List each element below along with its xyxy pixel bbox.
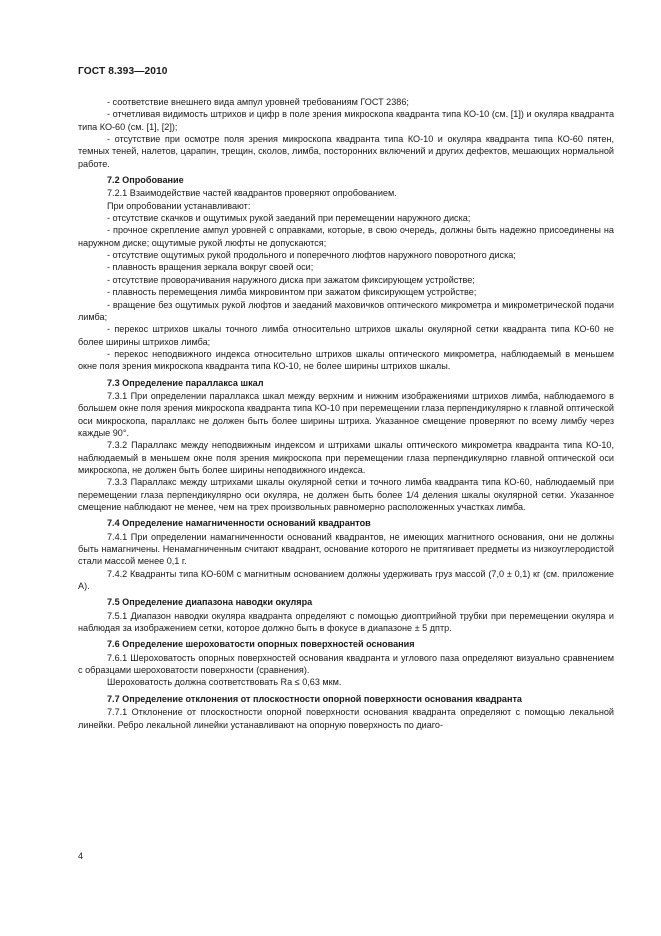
- section-heading: 7.2 Опробование: [107, 175, 184, 186]
- document-body: [78, 96, 614, 731]
- paragraph: 7.4.1 При определении намагниченности оснований квадрантов, не имеющих магнитного основания, они не должны быть намагничены. Ненамагниченным считают квадрант, основание которого не притягивает предметы из низкоуглеродистой стали массой менее 0,1 г.: [78, 531, 614, 567]
- paragraph: - соответствие внешнего вида ампул уровней требованиям ГОСТ 2386;: [107, 97, 409, 107]
- paragraph: - отсутствие ощутимых рукой продольного и поперечного люфтов наружного поворотного диска;: [107, 250, 516, 261]
- section-heading: 7.7 Определение отклонения от плоскостности опорной поверхности основания квадранта: [107, 693, 522, 704]
- paragraph: - плавность вращения зеркала вокруг своей оси;: [107, 262, 314, 273]
- paragraph: 7.4.2 Квадранты типа КО-60М с магнитным основанием должны удерживать груз массой (7,0 ± 0,1) кг (см. приложение А).: [78, 568, 614, 592]
- paragraph: - перекос неподвижного индекса относительно штрихов шкалы оптического микрометра, наблюдаемый в меньшем окне поля зрения микроскопа квадранта типа КО-10, не более ширины штрихов шкалы.: [78, 348, 614, 372]
- paragraph: - плавность перемещения лимба микровинтом при зажатом фиксирующем устройстве;: [107, 287, 477, 298]
- paragraph: - отсутствие скачков и ощутимых рукой заеданий при перемещении наружного диска;: [107, 213, 471, 224]
- section-heading: 7.3 Определение параллакса шкал: [107, 377, 264, 388]
- paragraph: - отсутствие при осмотре поля зрения микроскопа квадранта типа КО-10 и окуляра квадранта типа КО-60 пятен, темных теней, налетов, царапин, трещин, сколов, лимба, посторонних включений и других дефектов, мешающих нормальной работе.: [78, 134, 614, 169]
- section-heading: 7.4 Определение намагниченности оснований квадрантов: [107, 518, 371, 529]
- paragraph: 7.3.2 Параллакс между неподвижным индексом и штрихами шкалы оптического микрометра квадранта типа КО-10, наблюдаемый в меньшем окне поля зрения микроскопа при перемещении глаза перпендикулярно главной оптической оси микроскопа, не должен быть более ширины неподвижного индекса.: [78, 440, 614, 475]
- document-header: ГОСТ 8.393—2010: [78, 66, 168, 77]
- paragraph: 7.7.1 Отклонение от плоскостности опорной поверхности основания квадранта определяют с помощью лекальной линейки. Ребро лекальной линейки устанавливают на опорную поверхность по диаго-: [78, 707, 614, 730]
- paragraph: - вращение без ощутимых рукой люфтов и заеданий маховичков оптического микрометра и микрометрической подачи лимба;: [78, 299, 614, 322]
- paragraph: 7.5.1 Диапазон наводки окуляра квадранта определяют с помощью диоптрийной трубки при перемещении окуляра и наблюдая за изображением сетки, которое должно быть в фокусе в диапазоне ± 5 дптр.: [78, 610, 614, 634]
- page-number: 4: [78, 851, 84, 861]
- paragraph: При опробовании устанавливают:: [107, 200, 251, 211]
- paragraph: - отчетливая видимость штрихов и цифр в поле зрения микроскопа квадранта типа КО-10 (см. [1]) и окуляра квадранта типа КО-60 (см. [1], [2]);: [78, 109, 614, 132]
- paragraph: - перекос штрихов шкалы точного лимба относительно штрихов шкалы окулярной сетки квадранта типа КО-60 не более ширины штрихов лимба;: [78, 324, 614, 347]
- paragraph: 7.3.1 При определении параллакса шкал между верхним и нижним изображениями штрихов лимба, наблюдаемого в большем окне поля зрения микроскопа квадранта типа КО-10 при перемещении глаза перпендикулярно к главной оптической оси микроскопа, параллакс не должен быть более ширины штриха. Указанное смещение проверяют по всему лимбу через каждые 90°.: [78, 390, 614, 438]
- section-heading: 7.6 Определение шероховатости опорных поверхностей основания: [107, 639, 415, 650]
- paragraph: 7.2.1 Взаимодействие частей квадрантов проверяют опробованием.: [107, 188, 397, 199]
- paragraph: - отсутствие проворачивания наружного диска при зажатом фиксирующем устройстве;: [107, 274, 475, 285]
- paragraph: Шероховатость должна соответствовать Ra ≤ 0,63 мкм.: [107, 677, 342, 688]
- paragraph: 7.3.3 Параллакс между штрихами шкалы окулярной сетки и точного лимба квадранта типа КО-60, наблюдаемый при перемещении глаза перпендикулярно оси окуляра, не должен быть более 1/4 деления шкалы окулярной сетки. Указанное смещение наблюдают не менее, чем на трех произвольных равномерно расположенных участках лимба.: [78, 477, 614, 512]
- paragraph: - прочное скрепление ампул уровней с оправками, которые, в свою очередь, должны быть надежно присоединены на наружном диске; ощутимые рукой люфты не допускаются;: [78, 225, 614, 248]
- section-heading: 7.5 Определение диапазона наводки окуляра: [107, 597, 313, 608]
- paragraph: 7.6.1 Шероховатость опорных поверхностей основания квадранта и углового паза определяют визуально сравнением с образцами шероховатости поверхности (сравнения).: [78, 652, 614, 676]
